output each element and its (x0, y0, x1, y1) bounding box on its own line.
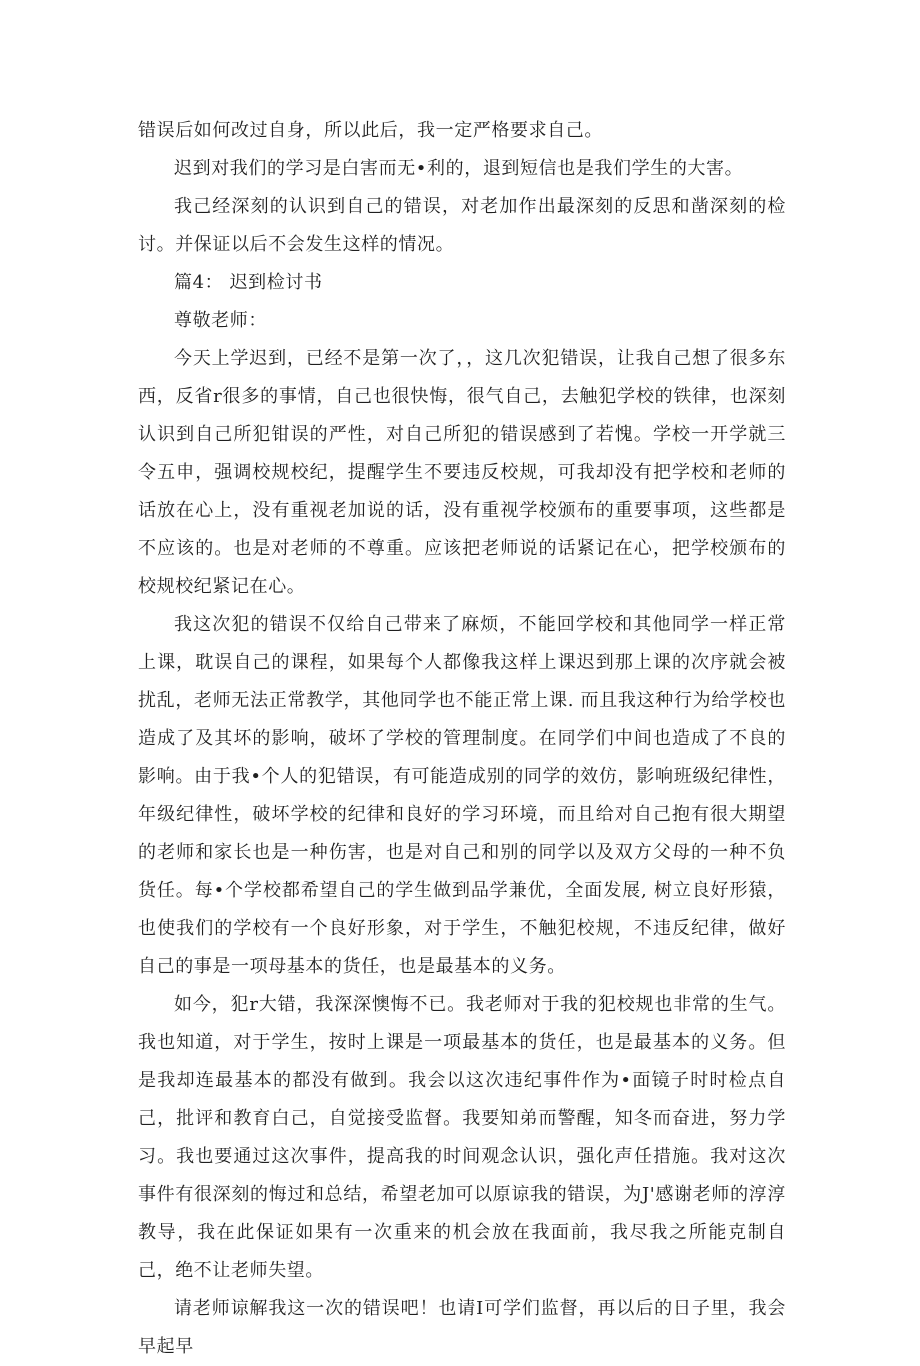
paragraph-2: 迟到对我们的学习是白害而无•利的，退到短信也是我们学生的大害。 (174, 158, 744, 179)
paragraph-7: 我这次犯的错误不仅给自己带来了麻烦，不能回学校和其他同学一样正常上课，耽误自己的课程，如果每个人都像我这样上课迟到那上课的次序就会被扰乱，老师无法正常教学，其他同学也不能正常上课. 而且我这种行为给学校也造成了及其坏的影响，破坏了学校的管理制度。在同学们中间也造成了不良的影响。由于我•个人的犯错误，有可能造成别的同学的效仿，影响班级纪律性，年级纪律性，破坏学校的纪律和良好的学习环境，而且给对自己抱有很大期望的老师和家长也是一种伤害，也是对自己和别的同学以及双方父母的一种不负货任。每•个学校都希望自己的学生做到品学兼优，全面发展, 树立良好形猿，也使我们的学校有一个良好形象，对于学生，不触犯校规，不违反纪律，做好自己的事是一项母基本的货任，也是最基本的义务。 (138, 614, 786, 977)
section-heading: 篇4： 迟到检讨书 (174, 272, 323, 293)
paragraph-6: 今天上学迟到，已经不是第一次了，，这几次犯错误，让我自己想了很多东西，反省r很多的事情，自己也很快悔，很气自己，去触犯学校的铁律，也深刻认识到自己所犯钳误的严性，对自己所犯的错误感到了若愧。学校一开学就三令五申，强调校规校纪，提醒学生不要违反校规，可我却没有把学校和老师的话放在心上，没有重视老加说的话，没有重视学校颁布的重要事项，这些都是不应该的。也是对老师的不尊重。应该把老师说的话紧记在心，把学校颁布的校规校纪紧记在心。 (138, 348, 786, 597)
paragraph-3: 我己经深刻的认识到自己的错误，对老加作出最深刻的反思和凿深刻的检讨。并保证以后不会发生这样的情况。 (138, 196, 786, 255)
paragraph-8: 如今，犯r大错，我深深懊悔不已。我老师对于我的犯校规也非常的生气。我也知道，对于学生，按时上课是一项最基本的货任，也是最基本的义务。但是我却连最基本的都没有做到。我会以这次违纪事件作为•面镜子时时检点自己，批评和教育白己，自觉接受监督。我要知弟而警醒，知冬而奋进，努力学习。我也要通过这次事件，提高我的时间观念认识，强化声任措施。我对这次事件有很深刻的悔过和总结，希望老加可以原谅我的错误，为J'感谢老师的淳淳教导，我在此保证如果有一次重来的机会放在我面前，我尽我之所能克制自己，绝不让老师失望。 (138, 994, 786, 1281)
document-body (138, 112, 786, 1366)
salutation: 尊敬老师： (174, 310, 267, 331)
paragraph-9: 请老师谅解我这一次的错误吧！也请I可学们监督，再以后的日子里，我会早起早 (138, 1298, 786, 1357)
paragraph-1: 错误后如何改过自身，所以此后，我一定严格要求自己。 (138, 120, 603, 141)
